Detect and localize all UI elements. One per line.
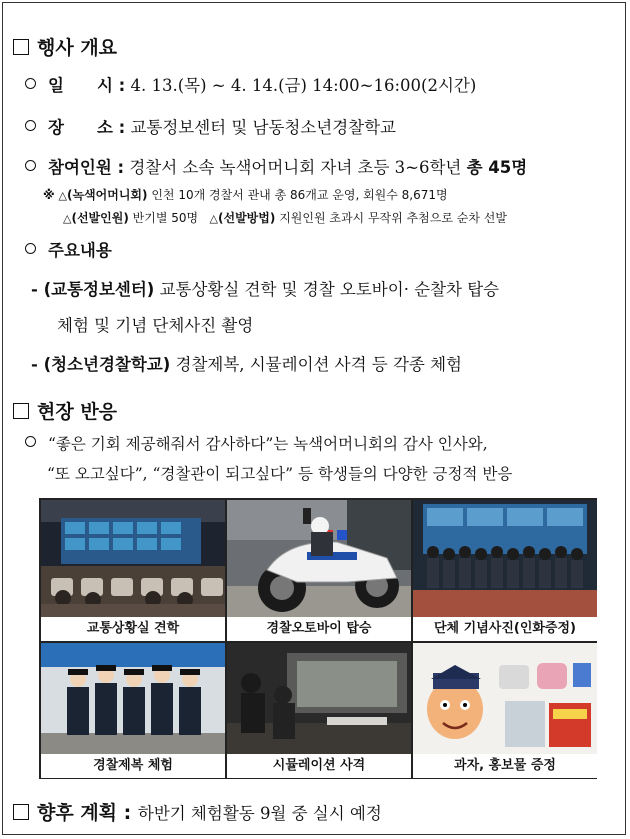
note-mark: ※ — [43, 188, 55, 202]
triangle-bullet-icon: △ — [209, 212, 219, 225]
date-value: 4. 13.(목) ~ 4. 14.(금) 14:00~16:00(2시간) — [130, 76, 477, 95]
checkbox-square-icon — [13, 804, 29, 820]
item1-cont: 체험 및 기념 단체사진 촬영 — [57, 316, 254, 335]
photo-police-uniform — [41, 643, 225, 754]
item1-text: 교통상황실 견학 및 경찰 오토바이· 순찰차 탑승 — [159, 280, 500, 299]
reaction-heading-text: 현장 반응 — [37, 401, 118, 423]
bullet-circle-icon — [25, 78, 36, 89]
place-row — [25, 114, 396, 138]
triangle-bullet-icon: △ — [58, 189, 67, 202]
note-row-1 — [43, 186, 448, 203]
checkbox-square-icon — [13, 403, 29, 419]
date-label: 일 시 : — [48, 76, 126, 95]
participants-label: 참여인원 : — [48, 158, 125, 177]
photo-group-souvenir — [413, 500, 597, 617]
item1-tag: (교통정보센터) — [43, 280, 155, 299]
participants-value: 경찰서 소속 녹색어머니회 자녀 초등 3~6학년 — [129, 158, 462, 177]
triangle-bullet-icon: △ — [63, 212, 72, 225]
place-value: 교통정보센터 및 남동청소년경찰학교 — [130, 118, 396, 137]
caption-shooting-simulation: 시뮬레이션 사격 — [227, 754, 411, 778]
date-row — [25, 72, 476, 96]
caption-snacks-promo: 과자, 홍보물 증정 — [413, 754, 597, 778]
note1-text: 인천 10개 경찰서 관내 총 86개교 운영, 회원수 8,671명 — [151, 188, 448, 202]
photo-traffic-control-room — [41, 500, 225, 617]
content-label: 주요내용 — [48, 241, 112, 260]
photo-police-motorcycle — [227, 500, 411, 617]
note-row-2 — [63, 209, 507, 226]
bullet-circle-icon — [25, 160, 36, 171]
item2-tag: (청소년경찰학교) — [43, 355, 171, 374]
reaction-text-2: “또 오고싶다”, “경찰관이 되고싶다” 등 학생들의 다양한 긍정적 반응 — [47, 465, 513, 483]
reaction-line-1 — [25, 432, 488, 454]
caption-police-uniform: 경찰제복 체험 — [41, 754, 225, 778]
content-row — [25, 237, 112, 261]
section-reaction-heading — [13, 397, 117, 424]
place-label: 장 소 : — [48, 118, 126, 137]
content-item-1-cont — [57, 312, 253, 336]
bullet-circle-icon — [25, 436, 36, 447]
participants-total: 총 45명 — [466, 158, 528, 177]
photo-snacks-promo — [413, 643, 597, 754]
plan-text: 하반기 체험활동 9월 중 실시 예정 — [137, 804, 382, 823]
checkbox-square-icon — [13, 39, 29, 55]
photo-shooting-simulation — [227, 643, 411, 754]
bullet-circle-icon — [25, 120, 36, 131]
caption-group-photo: 단체 기념사진(인화증정) — [413, 617, 597, 641]
reaction-line-2 — [47, 462, 512, 484]
section-plan-heading — [13, 798, 382, 825]
caption-police-motorcycle: 경찰오토바이 탑승 — [227, 617, 411, 641]
content-item-1: - (교통정보센터) 교통상황실 견학 및 경찰 오토바이· 순찰차 탑승 — [31, 280, 500, 299]
bullet-circle-icon — [25, 243, 36, 254]
note2a-text: 반기별 50명 — [132, 211, 199, 225]
note2b-text: 지원인원 초과시 무작위 추첨으로 순차 선발 — [279, 211, 507, 225]
reaction-text-1: “좋은 기회 제공해줘서 감사하다”는 녹색어머니회의 감사 인사와, — [48, 435, 488, 453]
caption-traffic-control: 교통상황실 견학 — [41, 617, 225, 641]
note2a-tag: (선발인원) — [71, 211, 129, 225]
participants-row — [25, 154, 527, 178]
content-item-2: - (청소년경찰학교) 경찰제복, 시뮬레이션 사격 등 각종 체험 — [31, 355, 462, 374]
photo-grid — [39, 498, 597, 779]
section-overview-heading — [13, 33, 117, 60]
item2-text: 경찰제복, 시뮬레이션 사격 등 각종 체험 — [175, 355, 462, 374]
plan-heading-text: 향후 계획 : — [37, 802, 132, 824]
note2b-tag: (선발방법) — [218, 211, 276, 225]
note1-tag: (녹색어머니회) — [66, 188, 148, 202]
document-page — [2, 2, 626, 835]
overview-heading-text: 행사 개요 — [37, 37, 118, 59]
